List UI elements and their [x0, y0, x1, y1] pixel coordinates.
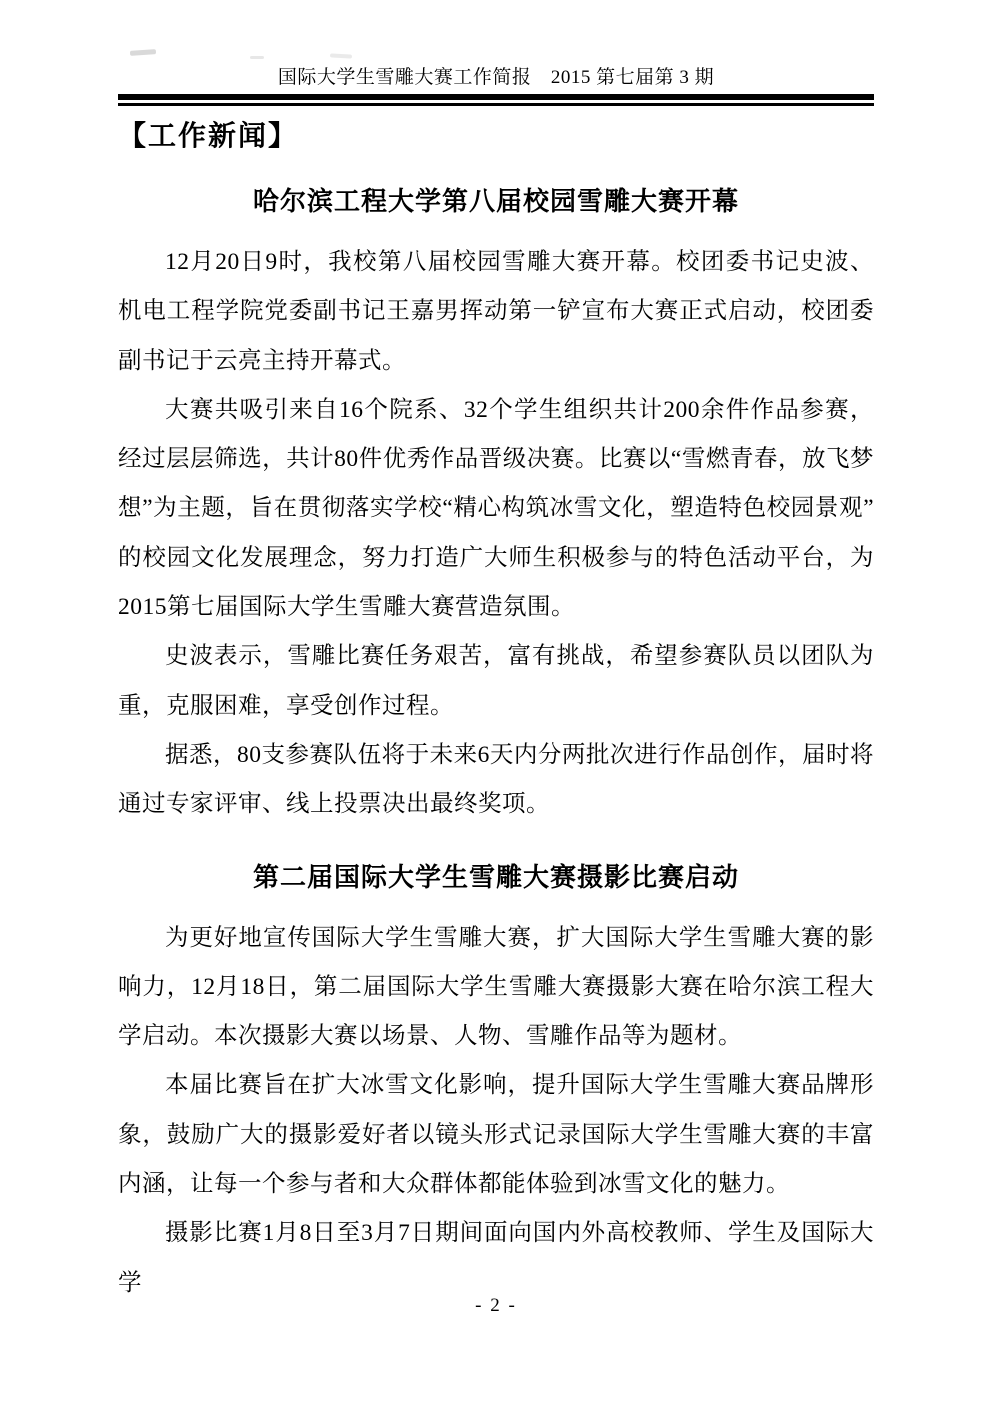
bulletin-header-title: 国际大学生雪雕大赛工作简报 2015 第七届第 3 期 [277, 67, 715, 88]
article-1-paragraph: 12月20日9时，我校第八届校园雪雕大赛开幕。校团委书记史波、机电工程学院党委副书记王嘉男挥动第一铲宣布大赛正式启动，校团委副书记于云亮主持开幕式。 [118, 249, 874, 374]
scan-artifact [130, 49, 156, 56]
article-1-paragraph: 史波表示，雪雕比赛任务艰苦，富有挑战，希望参赛队员以团队为重，克服困难，享受创作过程。 [118, 643, 874, 719]
article-2-paragraph: 摄影比赛1月8日至3月7日期间面向国内外高校教师、学生及国际大学 [118, 1220, 874, 1296]
page-content [118, 64, 874, 1308]
article-1-title: 哈尔滨工程大学第八届校园雪雕大赛开幕 [252, 186, 739, 216]
scan-artifact [330, 53, 352, 58]
article-1-body [118, 238, 874, 830]
page-number: - 2 - [475, 1295, 517, 1316]
header-double-rule [118, 94, 874, 106]
article-2-paragraph: 为更好地宣传国际大学生雪雕大赛，扩大国际大学生雪雕大赛的影响力，12月18日，第二届国际大学生雪雕大赛摄影大赛在哈尔滨工程大学启动。本次摄影大赛以场景、人物、雪雕作品等为题材。 [118, 924, 874, 1050]
article-2-title: 第二届国际大学生雪雕大赛摄影比赛启动 [252, 861, 739, 892]
article-2-paragraph: 本届比赛旨在扩大冰雪文化影响，提升国际大学生雪雕大赛品牌形象，鼓励广大的摄影爱好者以镜头形式记录国际大学生雪雕大赛的丰富内涵，让每一个参与者和大众群体都能体验到冰雪文化的魅力。 [118, 1072, 874, 1198]
scan-artifact [250, 56, 264, 59]
article-2-body [118, 914, 874, 1308]
article-1-paragraph: 大赛共吸引来自16个院系、32个学生组织共计200余件作品参赛，经过层层筛选，共计80件优秀作品晋级决赛。比赛以“雪燃青春，放飞梦想”为主题，旨在贯彻落实学校“精心构筑冰雪文化，塑造特色校园景观”的校园文化发展理念，努力打造广大师生积极参与的特色活动平台，为2015第七届国际大学生雪雕大赛营造氛围。 [118, 396, 874, 621]
article-1-paragraph: 据悉，80支参赛队伍将于未来6天内分两批次进行作品创作，届时将通过专家评审、线上投票决出最终奖项。 [118, 741, 874, 818]
section-label: 【工作新闻】 [118, 120, 299, 151]
